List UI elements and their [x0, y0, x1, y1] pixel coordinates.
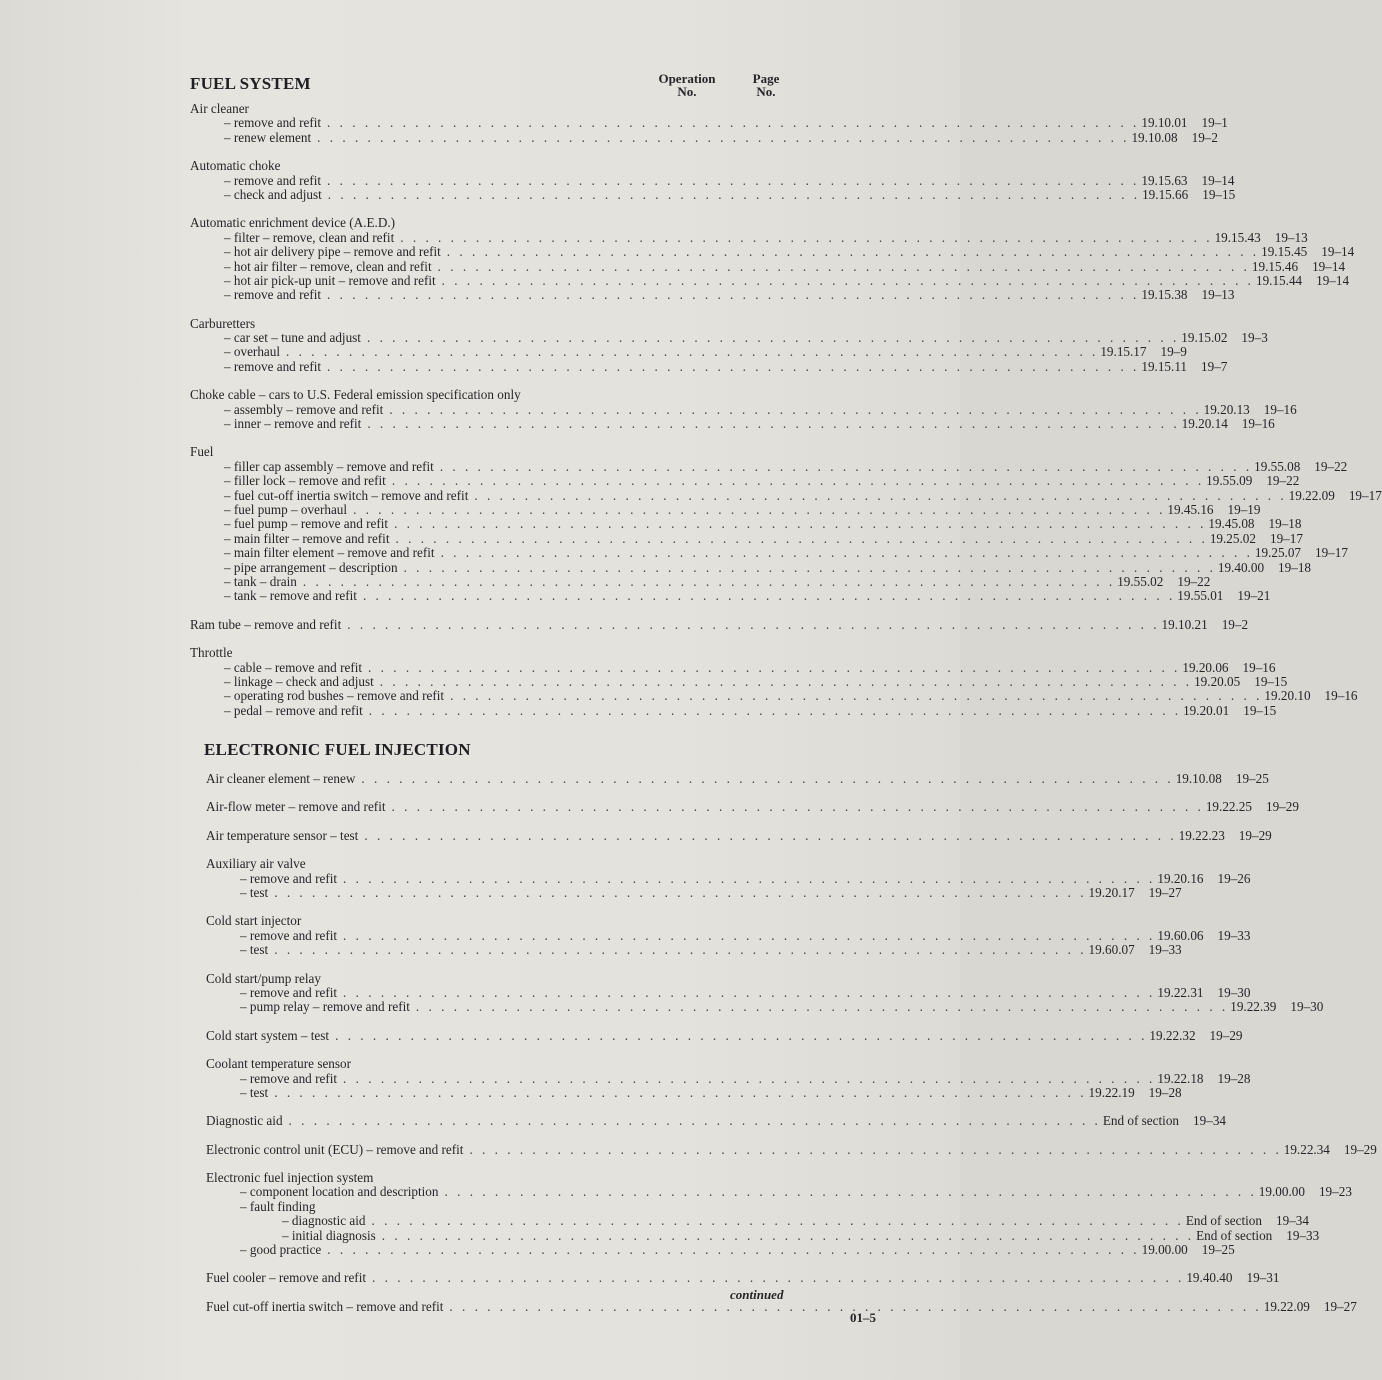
page-number-ref: 19–14 [1316, 272, 1350, 288]
index-entry [206, 1184, 1352, 1200]
group-heading: Choke cable – cars to U.S. Federal emission specification only [190, 387, 521, 403]
entry-description: Electronic control unit (ECU) – remove and refit [206, 1141, 464, 1157]
page-number-ref: 19–29 [1343, 1141, 1377, 1157]
operation-number: 19.15.02 [1181, 330, 1228, 346]
dot-leader: . . . . . . . . . . . . . . . . . . . . . . . . . . . . . . . . . . . . . . . . . . . . . . . . . . . . . . . . . . . . . . . . . [343, 927, 1156, 943]
page-number-ref: 19–22 [1177, 573, 1211, 589]
dot-leader: . . . . . . . . . . . . . . . . . . . . . . . . . . . . . . . . . . . . . . . . . . . . . . . . . . . . . . . . . . . . . . . . . [469, 1141, 1282, 1157]
page-number-ref: 19–13 [1201, 287, 1235, 303]
operation-number: 19.20.16 [1157, 870, 1204, 886]
index-entry [190, 129, 1218, 145]
dot-leader: . . . . . . . . . . . . . . . . . . . . . . . . . . . . . . . . . . . . . . . . . . . . . . . . . . . . . . . . . . . . . . . . . [288, 1113, 1101, 1129]
index-group [190, 616, 1249, 632]
group-heading: Coolant temperature sensor [206, 1056, 352, 1072]
efi-title: ELECTRONIC FUEL INJECTION [204, 740, 471, 760]
operation-number: 19.22.19 [1088, 1084, 1135, 1100]
operation-number: 19.55.08 [1254, 458, 1301, 474]
dot-leader: . . . . . . . . . . . . . . . . . . . . . . . . . . . . . . . . . . . . . . . . . . . . . . . . . . . . . . . . . . . . . . . . . [449, 1298, 1262, 1314]
operation-number: 19.20.06 [1182, 659, 1229, 675]
group-heading: Automatic choke [190, 158, 281, 174]
group-heading: Automatic enrichment device (A.E.D.) [190, 215, 396, 231]
entry-description: – filler lock – remove and refit [224, 473, 386, 489]
entry-description: – hot air delivery pipe – remove and refit [224, 244, 441, 260]
entry-description: – fuel pump – remove and refit [224, 516, 389, 532]
dot-leader: . . . . . . . . . . . . . . . . . . . . . . . . . . . . . . . . . . . . . . . . . . . . . . . . . . . . . . . . . . . . . . . . . [437, 258, 1250, 274]
entry-description: Air cleaner element – renew [206, 771, 356, 787]
index-group [190, 215, 1355, 303]
operation-number: 19.10.01 [1141, 115, 1188, 131]
index-group [206, 771, 1269, 787]
entry-description: – cable – remove and refit [224, 659, 363, 675]
dot-leader: . . . . . . . . . . . . . . . . . . . . . . . . . . . . . . . . . . . . . . . . . . . . . . . . . . . . . . . . . . . . . . . . . [327, 186, 1141, 202]
index-entry [190, 616, 1249, 632]
operation-number: 19.20.17 [1088, 885, 1135, 901]
dot-leader: . . . . . . . . . . . . . . . . . . . . . . . . . . . . . . . . . . . . . . . . . . . . . . . . . . . . . . . . . . . . . . . . . [391, 799, 1204, 815]
dot-leader: . . . . . . . . . . . . . . . . . . . . . . . . . . . . . . . . . . . . . . . . . . . . . . . . . . . . . . . . . . . . . . . . . [446, 244, 1260, 260]
operation-number: 19.22.09 [1288, 487, 1335, 503]
entry-description: Air-flow meter – remove and refit [206, 799, 386, 815]
page-number-ref: 19–13 [1274, 229, 1308, 245]
index-entry [206, 1070, 1251, 1086]
index-entry [190, 573, 1211, 589]
group-heading: Cold start/pump relay [206, 970, 322, 986]
operation-number: 19.45.16 [1167, 501, 1214, 517]
page-number-ref: 19–22 [1266, 473, 1300, 489]
index-entry [190, 416, 1275, 432]
dot-leader: . . . . . . . . . . . . . . . . . . . . . . . . . . . . . . . . . . . . . . . . . . . . . . . . . . . . . . . . . . . . . . . . . [394, 516, 1207, 532]
entry-description: – test [240, 885, 269, 901]
operation-number: 19.20.13 [1203, 401, 1250, 417]
operation-number: End of section [1102, 1113, 1180, 1129]
index-entry [206, 999, 1324, 1015]
index-group [206, 1056, 1251, 1100]
entry-description: – filler cap assembly – remove and refit [224, 458, 434, 474]
page-number-ref: 19–34 [1193, 1113, 1226, 1129]
index-entry [206, 771, 1269, 787]
page-number: 01–5 [850, 1310, 876, 1325]
entry-description: – main filter element – remove and refit [224, 545, 435, 561]
group-heading: Throttle [190, 645, 233, 661]
index-entry [206, 927, 1251, 943]
index-group [190, 444, 1382, 604]
operation-number: 19.15.44 [1255, 272, 1303, 288]
index-entry [190, 287, 1235, 303]
index-entry [206, 1141, 1377, 1157]
dot-leader: . . . . . . . . . . . . . . . . . . . . . . . . . . . . . . . . . . . . . . . . . . . . . . . . . . . . . . . . . . . . . . . . . [368, 659, 1181, 675]
index-entry [206, 1213, 1309, 1229]
index-entry [206, 1298, 1357, 1314]
index-entry [190, 172, 1235, 188]
dot-leader: . . . . . . . . . . . . . . . . . . . . . . . . . . . . . . . . . . . . . . . . . . . . . . . . . . . . . . . . . . . . . . . . . [327, 115, 1140, 131]
page-number-ref: 19–28 [1148, 1084, 1182, 1100]
entry-description: – remove and refit [224, 287, 322, 303]
entry-description: – initial diagnosis [282, 1227, 376, 1243]
index-entry [190, 559, 1311, 575]
index-entry [190, 673, 1288, 689]
page-number-ref: 19–33 [1217, 927, 1251, 943]
operation-number: 19.22.18 [1157, 1070, 1204, 1086]
page-number-ref: 19–15 [1202, 186, 1236, 202]
entry-description: Fuel cooler – remove and refit [206, 1270, 367, 1286]
operation-number: 19.10.08 [1175, 771, 1222, 787]
entry-description: Ram tube – remove and refit [190, 616, 342, 632]
index-entry [206, 827, 1272, 843]
page-number-ref: 19–33 [1286, 1227, 1320, 1243]
page-number-ref: 19–17 [1348, 487, 1382, 503]
page-number-ref: 19–16 [1324, 688, 1358, 704]
index-entry [190, 530, 1303, 546]
index-entry [190, 186, 1236, 202]
index-entry [190, 115, 1228, 131]
dot-leader: . . . . . . . . . . . . . . . . . . . . . . . . . . . . . . . . . . . . . . . . . . . . . . . . . . . . . . . . . . . . . . . . . [274, 885, 1087, 901]
index-entry [190, 501, 1261, 517]
entry-description: – test [240, 1084, 269, 1100]
operation-number: 19.22.25 [1205, 799, 1252, 815]
dot-leader: . . . . . . . . . . . . . . . . . . . . . . . . . . . . . . . . . . . . . . . . . . . . . . . . . . . . . . . . . . . . . . . . . [444, 1184, 1257, 1200]
group-heading: Cold start injector [206, 913, 302, 929]
index-entry [190, 487, 1382, 503]
dot-leader: . . . . . . . . . . . . . . . . . . . . . . . . . . . . . . . . . . . . . . . . . . . . . . . . . . . . . . . . . . . . . . . . . [302, 573, 1116, 589]
index-group [206, 1270, 1280, 1286]
page-number-ref: 19–17 [1269, 530, 1303, 546]
entry-description: – remove and refit [224, 358, 322, 374]
dot-leader: . . . . . . . . . . . . . . . . . . . . . . . . . . . . . . . . . . . . . . . . . . . . . . . . . . . . . . . . . . . . . . . . . [389, 401, 1202, 417]
page-number-ref: 19–14 [1321, 244, 1355, 260]
dot-leader: . . . . . . . . . . . . . . . . . . . . . . . . . . . . . . . . . . . . . . . . . . . . . . . . . . . . . . . . . . . . . . . . . [371, 1213, 1184, 1229]
dot-leader: . . . . . . . . . . . . . . . . . . . . . . . . . . . . . . . . . . . . . . . . . . . . . . . . . . . . . . . . . . . . . . . . . [379, 673, 1193, 689]
group-heading: Electronic fuel injection system [206, 1170, 374, 1186]
page-number-ref: 19–25 [1201, 1242, 1235, 1258]
entry-description: – remove and refit [240, 984, 338, 1000]
operation-number: 19.15.11 [1141, 358, 1188, 374]
operation-number: 19.22.34 [1283, 1141, 1330, 1157]
entry-description: – linkage – check and adjust [224, 673, 374, 689]
entry-description: – hot air pick-up unit – remove and refit [224, 272, 436, 288]
dot-leader: . . . . . . . . . . . . . . . . . . . . . . . . . . . . . . . . . . . . . . . . . . . . . . . . . . . . . . . . . . . . . . . . . [343, 1070, 1156, 1086]
page-number-ref: 19–18 [1268, 516, 1302, 532]
entry-description: – overhaul [224, 344, 281, 360]
index-entry [190, 401, 1297, 417]
operation-number: 19.22.31 [1157, 984, 1204, 1000]
page-number-ref: 19–15 [1243, 702, 1277, 718]
dot-leader: . . . . . . . . . . . . . . . . . . . . . . . . . . . . . . . . . . . . . . . . . . . . . . . . . . . . . . . . . . . . . . . . . [391, 473, 1205, 489]
group-heading: Carburetters [190, 315, 256, 331]
entry-description: – renew element [224, 129, 312, 145]
index-entry [206, 1027, 1243, 1043]
entry-description: – component location and description [240, 1184, 439, 1200]
group-heading: Air cleaner [190, 101, 249, 116]
index-group [206, 1141, 1377, 1157]
index-entry [206, 1113, 1226, 1129]
index-entry [190, 344, 1187, 360]
entry-description: – pedal – remove and refit [224, 702, 363, 718]
page-number-ref: 19–14 [1201, 172, 1235, 188]
dot-leader: . . . . . . . . . . . . . . . . . . . . . . . . . . . . . . . . . . . . . . . . . . . . . . . . . . . . . . . . . . . . . . . . . [367, 416, 1180, 432]
dot-leader: . . . . . . . . . . . . . . . . . . . . . . . . . . . . . . . . . . . . . . . . . . . . . . . . . . . . . . . . . . . . . . . . . [450, 688, 1263, 704]
page-number-ref: 19–3 [1241, 330, 1268, 346]
page-number-ref: 19–29 [1209, 1027, 1243, 1043]
entry-description: Air temperature sensor – test [206, 827, 359, 843]
dot-leader: . . . . . . . . . . . . . . . . . . . . . . . . . . . . . . . . . . . . . . . . . . . . . . . . . . . . . . . . . . . . . . . . . [368, 702, 1182, 718]
entry-description: – tank – remove and refit [224, 588, 357, 604]
dot-leader: . . . . . . . . . . . . . . . . . . . . . . . . . . . . . . . . . . . . . . . . . . . . . . . . . . . . . . . . . . . . . . . . . [327, 358, 1140, 374]
operation-number: 19.22.09 [1263, 1298, 1310, 1314]
page-number-ref: 19–25 [1235, 771, 1269, 787]
page-number-ref: 19–14 [1312, 258, 1346, 274]
operation-number: 19.15.17 [1100, 344, 1147, 360]
operation-number: 19.15.45 [1261, 244, 1308, 260]
operation-number: 19.22.39 [1230, 999, 1277, 1015]
page-number-ref: 19–9 [1160, 344, 1187, 360]
entry-description: Fuel cut-off inertia switch – remove and refit [206, 1298, 444, 1314]
operation-number: 19.15.66 [1142, 186, 1189, 202]
page-number-ref: 19–2 [1191, 129, 1218, 145]
entry-description: – remove and refit [240, 927, 338, 943]
entry-description: – inner – remove and refit [224, 416, 362, 432]
index-group [206, 913, 1251, 958]
operation-number: End of section [1185, 1213, 1262, 1229]
dot-leader: . . . . . . . . . . . . . . . . . . . . . . . . . . . . . . . . . . . . . . . . . . . . . . . . . . . . . . . . . . . . . . . . . [327, 1242, 1140, 1258]
operation-no-header: Operation No. [658, 71, 716, 99]
entry-description: – test [240, 942, 269, 958]
index-group [190, 101, 1228, 145]
dot-leader: . . . . . . . . . . . . . . . . . . . . . . . . . . . . . . . . . . . . . . . . . . . . . . . . . . . . . . . . . . . . . . . . . [353, 501, 1166, 517]
operation-number: 19.25.02 [1209, 530, 1256, 546]
dot-leader: . . . . . . . . . . . . . . . . . . . . . . . . . . . . . . . . . . . . . . . . . . . . . . . . . . . . . . . . . . . . . . . . . [415, 999, 1229, 1015]
group-heading: Auxiliary air valve [206, 856, 306, 872]
operation-number: 19.15.43 [1214, 229, 1261, 245]
page-number-ref: 19–28 [1217, 1070, 1251, 1086]
index-entry [190, 545, 1348, 561]
entry-description: – remove and refit [240, 870, 338, 886]
index-entry [190, 244, 1355, 260]
page-number-ref: 19–19 [1227, 501, 1261, 517]
page-number-ref: 19–17 [1315, 545, 1348, 561]
index-entry [206, 1270, 1280, 1286]
dot-leader: . . . . . . . . . . . . . . . . . . . . . . . . . . . . . . . . . . . . . . . . . . . . . . . . . . . . . . . . . . . . . . . . . [403, 559, 1216, 575]
efi-index [206, 771, 1377, 1314]
index-entry [190, 516, 1302, 532]
entry-description: – fault finding [240, 1198, 316, 1214]
entry-description: – fuel cut-off inertia switch – remove and refit [224, 487, 469, 503]
dot-leader: . . . . . . . . . . . . . . . . . . . . . . . . . . . . . . . . . . . . . . . . . . . . . . . . . . . . . . . . . . . . . . . . . [441, 272, 1254, 288]
page-number-ref: 19–29 [1265, 799, 1299, 815]
continued-label: continued [730, 1287, 784, 1302]
operation-number: 19.40.40 [1186, 1270, 1233, 1286]
dot-leader: . . . . . . . . . . . . . . . . . . . . . . . . . . . . . . . . . . . . . . . . . . . . . . . . . . . . . . . . . . . . . . . . . [335, 1027, 1148, 1043]
index-group [206, 1170, 1352, 1258]
entry-description: – check and adjust [224, 186, 322, 202]
fuel-system-title: FUEL SYSTEM [190, 74, 311, 93]
index-entry [190, 473, 1300, 489]
page-number-ref: 19–21 [1237, 588, 1271, 604]
index-entry [206, 942, 1182, 958]
index-group [190, 315, 1268, 375]
index-entry [190, 358, 1228, 374]
page-number-ref: 19–30 [1290, 999, 1324, 1015]
index-entry [206, 870, 1251, 886]
page-number-ref: 19–27 [1323, 1298, 1357, 1314]
index-entry [190, 330, 1268, 346]
entry-description: – filter – remove, clean and refit [224, 229, 395, 245]
page-number-ref: 19–15 [1254, 673, 1288, 689]
operation-number: 19.55.02 [1117, 573, 1164, 589]
operation-number: 19.55.09 [1206, 473, 1253, 489]
entry-description: – remove and refit [224, 115, 322, 131]
operation-number: 19.22.23 [1178, 827, 1225, 843]
page-number-ref: 19–30 [1217, 984, 1251, 1000]
entry-description: – tank – drain [224, 573, 297, 589]
page-number-ref: 19–34 [1276, 1213, 1309, 1229]
page-number-ref: 19–18 [1278, 559, 1311, 575]
dot-leader: . . . . . . . . . . . . . . . . . . . . . . . . . . . . . . . . . . . . . . . . . . . . . . . . . . . . . . . . . . . . . . . . . [372, 1270, 1185, 1286]
operation-number: 19.15.46 [1251, 258, 1299, 274]
group-heading: Fuel [190, 444, 214, 460]
fuel-system-index [190, 101, 1382, 718]
index-group [206, 827, 1272, 843]
index-group [206, 856, 1251, 901]
entry-description: – operating rod bushes – remove and refit [224, 688, 445, 704]
page-number-ref: 19–1 [1201, 115, 1228, 131]
page-number-ref: 19–16 [1241, 416, 1275, 432]
entry-description: – pump relay – remove and refit [240, 999, 410, 1015]
index-group [206, 799, 1299, 815]
index-entry [206, 885, 1182, 901]
page-number-ref: 19–2 [1221, 616, 1249, 632]
dot-leader: . . . . . . . . . . . . . . . . . . . . . . . . . . . . . . . . . . . . . . . . . . . . . . . . . . . . . . . . . . . . . . . . . [274, 1084, 1087, 1100]
operation-number: 19.20.14 [1181, 416, 1228, 432]
index-entry [206, 1084, 1182, 1100]
dot-leader: . . . . . . . . . . . . . . . . . . . . . . . . . . . . . . . . . . . . . . . . . . . . . . . . . . . . . . . . . . . . . . . . . [440, 545, 1253, 561]
index-entry [190, 702, 1277, 718]
index-group [190, 645, 1358, 718]
index-group [190, 158, 1236, 202]
page-number-ref: 19–23 [1318, 1184, 1352, 1200]
index-entry [206, 1227, 1320, 1243]
dot-leader: . . . . . . . . . . . . . . . . . . . . . . . . . . . . . . . . . . . . . . . . . . . . . . . . . . . . . . . . . . . . . . . . . [327, 287, 1140, 303]
operation-number: 19.00.00 [1141, 1242, 1188, 1258]
operation-number: 19.22.32 [1149, 1027, 1196, 1043]
entry-description: – assembly – remove and refit [224, 401, 384, 417]
operation-number: 19.60.06 [1157, 927, 1204, 943]
dot-leader: . . . . . . . . . . . . . . . . . . . . . . . . . . . . . . . . . . . . . . . . . . . . . . . . . . . . . . . . . . . . . . . . . [366, 330, 1180, 346]
index-entry [190, 272, 1350, 288]
dot-leader: . . . . . . . . . . . . . . . . . . . . . . . . . . . . . . . . . . . . . . . . . . . . . . . . . . . . . . . . . . . . . . . . . [381, 1227, 1195, 1243]
index-entry [190, 458, 1348, 474]
entry-description: Diagnostic aid [206, 1113, 283, 1129]
index-entry [190, 688, 1358, 704]
index-group [190, 387, 1297, 432]
index-entry [190, 258, 1346, 274]
index-entry [190, 588, 1271, 604]
entry-description: – fuel pump – overhaul [224, 501, 348, 517]
page-no-header: Page No. [752, 71, 780, 99]
dot-leader: . . . . . . . . . . . . . . . . . . . . . . . . . . . . . . . . . . . . . . . . . . . . . . . . . . . . . . . . . . . . . . . . . [343, 984, 1156, 1000]
page-number-ref: 19–7 [1201, 358, 1228, 374]
index-entry [206, 1242, 1235, 1258]
operation-number: 19.15.38 [1141, 287, 1188, 303]
entry-description: – car set – tune and adjust [224, 330, 361, 346]
dot-leader: . . . . . . . . . . . . . . . . . . . . . . . . . . . . . . . . . . . . . . . . . . . . . . . . . . . . . . . . . . . . . . . . . [395, 530, 1208, 546]
index-entry [190, 229, 1308, 245]
index-content [190, 71, 1382, 1314]
dot-leader: . . . . . . . . . . . . . . . . . . . . . . . . . . . . . . . . . . . . . . . . . . . . . . . . . . . . . . . . . . . . . . . . . [362, 588, 1176, 604]
dot-leader: . . . . . . . . . . . . . . . . . . . . . . . . . . . . . . . . . . . . . . . . . . . . . . . . . . . . . . . . . . . . . . . . . [400, 229, 1213, 245]
operation-number: 19.00.00 [1258, 1184, 1305, 1200]
index-group [206, 970, 1324, 1015]
operation-number: 19.40.00 [1217, 559, 1265, 575]
entry-description: – remove and refit [240, 1070, 338, 1086]
index-entry [206, 799, 1299, 815]
entry-description: Cold start system – test [206, 1027, 330, 1043]
page-number-ref: 19–16 [1263, 401, 1297, 417]
operation-number: End of section [1196, 1227, 1273, 1243]
dot-leader: . . . . . . . . . . . . . . . . . . . . . . . . . . . . . . . . . . . . . . . . . . . . . . . . . . . . . . . . . . . . . . . . . [474, 487, 1287, 503]
operation-number: 19.15.63 [1141, 172, 1188, 188]
index-entry [206, 984, 1251, 1000]
entry-description: – good practice [240, 1242, 322, 1258]
entry-description: – main filter – remove and refit [224, 530, 390, 546]
operation-number: 19.45.08 [1208, 516, 1255, 532]
dot-leader: . . . . . . . . . . . . . . . . . . . . . . . . . . . . . . . . . . . . . . . . . . . . . . . . . . . . . . . . . . . . . . . . . [364, 827, 1177, 843]
page-number-ref: 19–31 [1246, 1270, 1280, 1286]
index-group [206, 1298, 1357, 1314]
dot-leader: . . . . . . . . . . . . . . . . . . . . . . . . . . . . . . . . . . . . . . . . . . . . . . . . . . . . . . . . . . . . . . . . . [361, 771, 1174, 787]
page-number-ref: 19–16 [1242, 659, 1276, 675]
page-number-ref: 19–27 [1148, 885, 1182, 901]
index-group [206, 1027, 1243, 1043]
dot-leader: . . . . . . . . . . . . . . . . . . . . . . . . . . . . . . . . . . . . . . . . . . . . . . . . . . . . . . . . . . . . . . . . . [274, 942, 1087, 958]
entry-description: – hot air filter – remove, clean and refit [224, 258, 432, 274]
entry-description: – pipe arrangement – description [224, 559, 398, 575]
operation-number: 19.20.05 [1194, 673, 1241, 689]
operation-number: 19.60.07 [1088, 942, 1135, 958]
index-group [206, 1113, 1226, 1129]
operation-number: 19.55.01 [1177, 588, 1224, 604]
operation-number: 19.20.10 [1264, 688, 1311, 704]
page-number-ref: 19–29 [1238, 827, 1272, 843]
dot-leader: . . . . . . . . . . . . . . . . . . . . . . . . . . . . . . . . . . . . . . . . . . . . . . . . . . . . . . . . . . . . . . . . . [317, 129, 1130, 145]
page-number-ref: 19–22 [1314, 458, 1348, 474]
entry-description: – diagnostic aid [282, 1213, 366, 1229]
dot-leader: . . . . . . . . . . . . . . . . . . . . . . . . . . . . . . . . . . . . . . . . . . . . . . . . . . . . . . . . . . . . . . . . . [347, 616, 1160, 632]
page-number-ref: 19–26 [1217, 870, 1251, 886]
index-entry [206, 1200, 810, 1214]
operation-number: 19.25.07 [1254, 545, 1302, 561]
operation-number: 19.10.21 [1161, 616, 1208, 632]
operation-number: 19.20.01 [1183, 702, 1230, 718]
operation-number: 19.10.08 [1131, 129, 1178, 145]
dot-leader: . . . . . . . . . . . . . . . . . . . . . . . . . . . . . . . . . . . . . . . . . . . . . . . . . . . . . . . . . . . . . . . . . [327, 172, 1140, 188]
dot-leader: . . . . . . . . . . . . . . . . . . . . . . . . . . . . . . . . . . . . . . . . . . . . . . . . . . . . . . . . . . . . . . . . . [286, 344, 1099, 360]
dot-leader: . . . . . . . . . . . . . . . . . . . . . . . . . . . . . . . . . . . . . . . . . . . . . . . . . . . . . . . . . . . . . . . . . [343, 870, 1156, 886]
index-entry [190, 659, 1276, 675]
dot-leader: . . . . . . . . . . . . . . . . . . . . . . . . . . . . . . . . . . . . . . . . . . . . . . . . . . . . . . . . . . . . . . . . . [439, 458, 1253, 474]
page-number-ref: 19–33 [1148, 942, 1182, 958]
entry-description: – remove and refit [224, 172, 322, 188]
